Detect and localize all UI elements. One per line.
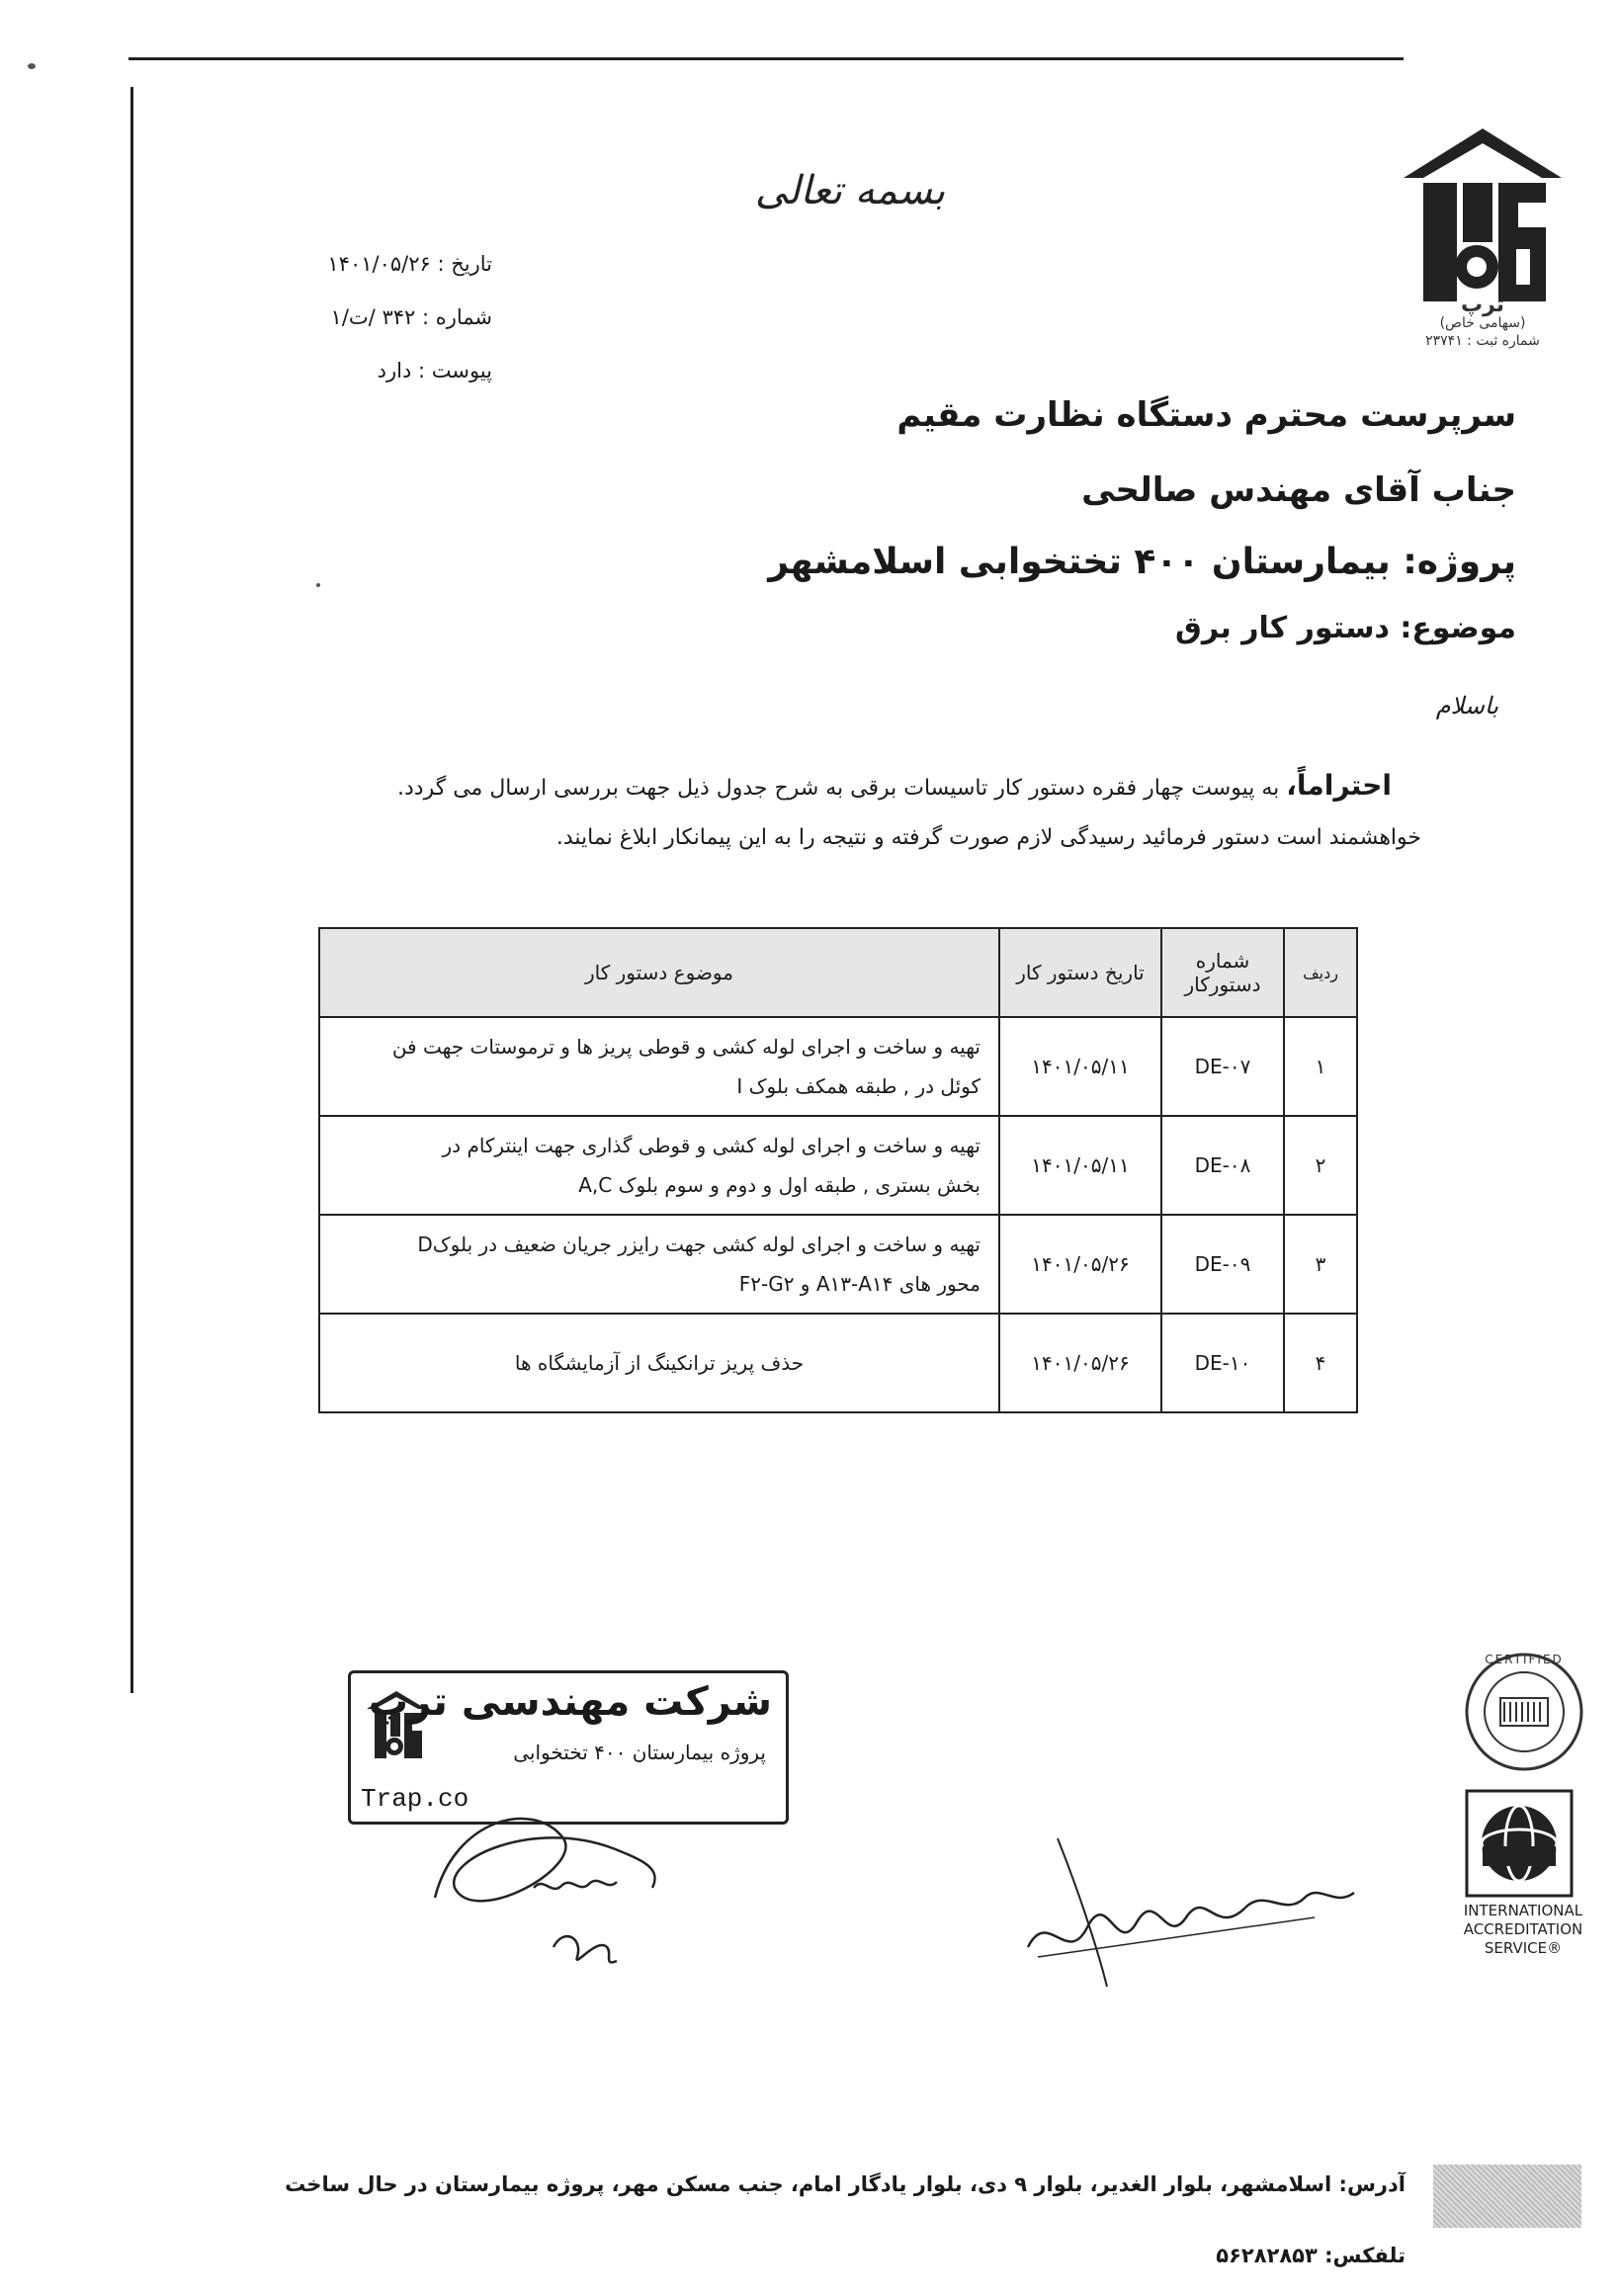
- row-index: ۴: [1284, 1314, 1357, 1412]
- row-index: ۳: [1284, 1215, 1357, 1314]
- table-header-row: [319, 928, 1357, 1017]
- header-date: تاریخ دستور کار: [999, 928, 1161, 1017]
- row-date: ۱۴۰۱/۰۵/۱۱: [999, 1116, 1161, 1215]
- row-number: DE-۱۰: [1161, 1314, 1284, 1412]
- subject-line: موضوع: دستور کار برق: [1175, 611, 1516, 645]
- stamp-project-line: پروژه بیمارستان ۴۰۰ تختخوابی: [513, 1741, 766, 1764]
- table-row: [319, 1314, 1357, 1412]
- body-line-1: [344, 761, 1392, 813]
- footer-graphic: [1433, 2165, 1581, 2228]
- row-date: ۱۴۰۱/۰۵/۲۶: [999, 1215, 1161, 1314]
- work-order-table: [318, 927, 1358, 1413]
- row-date: ۱۴۰۱/۰۵/۱۱: [999, 1017, 1161, 1116]
- row-subject: [319, 1017, 999, 1116]
- certified-seal-icon: [1463, 1651, 1585, 1773]
- supervisor-signature: [1018, 1828, 1374, 1997]
- addressee-name: جناب آقای مهندس صالحی: [1081, 470, 1516, 510]
- row-number: DE-۰۷: [1161, 1017, 1284, 1116]
- scan-speck: [28, 63, 36, 69]
- salutation: باسلام: [1435, 692, 1498, 720]
- stamp-website: Trap.co: [361, 1784, 469, 1814]
- body-paragraph: [344, 761, 1421, 863]
- row-subject-line-1: تهیه و ساخت و اجرای لوله کشی و قوطی گذاری جهت اینترکام در: [442, 1134, 980, 1157]
- project-line: پروژه: بیمارستان ۴۰۰ تختخوابی اسلامشهر: [768, 542, 1516, 582]
- addressee-title: سرپرست محترم دستگاه نظارت مقیم: [896, 395, 1516, 435]
- body-text-1: به پیوست چهار فقره دستور کار تاسیسات برقی به شرح جدول ذیل جهت بررسی ارسال می گردد.: [397, 776, 1287, 801]
- invocation: بسمه تعالی: [754, 168, 946, 213]
- logo-company-name: ترپ: [1460, 293, 1505, 317]
- header-number: شماره دستورکار: [1161, 928, 1284, 1017]
- row-date: ۱۴۰۱/۰۵/۲۶: [999, 1314, 1161, 1412]
- page-frame-top-border: [128, 57, 1404, 60]
- row-subject-line-2: کوئل در , طبقه همکف بلوک I: [736, 1074, 980, 1098]
- body-text-2: خواهشمند است دستور فرمائید رسیدگی لازم صورت گرفته و نتیجه را به این پیمانکار ابلاغ نمایند.: [555, 825, 1421, 850]
- row-subject: [319, 1215, 999, 1314]
- row-number: DE-۰۹: [1161, 1215, 1284, 1314]
- table-row: [319, 1116, 1357, 1215]
- logo-registration: شماره ثبت : ۲۳۷۴۱: [1425, 333, 1540, 349]
- row-subject-line-1: حذف پریز ترانکینگ از آزمایشگاه ها: [514, 1351, 805, 1375]
- certified-seal-label: CERTIFIED: [1485, 1653, 1564, 1666]
- row-subject-line-2: بخش بستری , طبقه اول و دوم و سوم بلوک A,C: [578, 1173, 980, 1197]
- row-subject-line-2: محور های A۱۳-A۱۴ و F۲-G۲: [738, 1272, 980, 1296]
- row-index: ۲: [1284, 1116, 1357, 1215]
- row-subject: [319, 1314, 999, 1412]
- footer-phone: تلفکس: ۵۶۲۸۲۸۵۳: [1216, 2244, 1406, 2267]
- page-frame-left-border: [130, 87, 133, 1693]
- letter-attachment: پیوست : دارد: [377, 359, 492, 383]
- body-lead: احتراماً،: [1286, 769, 1392, 802]
- footer-address: آدرس: اسلامشهر، بلوار الغدیر، بلوار ۹ دی، بلوار یادگار امام، جنب مسکن مهر، پروژه بیمارستان در حال ساخت: [285, 2172, 1406, 2196]
- ias-caption-line-2: ACCREDITATION: [1463, 1920, 1583, 1938]
- letter-meta: [235, 237, 492, 397]
- logo-caption: [1384, 293, 1581, 350]
- ias-logo-icon: [1465, 1789, 1574, 1898]
- logo-company-type: (سهامی خاص): [1439, 315, 1526, 331]
- letter-date: تاریخ : ۱۴۰۱/۰۵/۲۶: [327, 252, 492, 276]
- ias-caption-line-1: INTERNATIONAL: [1463, 1902, 1583, 1919]
- row-number: DE-۰۸: [1161, 1116, 1284, 1215]
- header-subject: موضوع دستور کار: [319, 928, 999, 1017]
- stamp-title: شرکت مهندسی ترپ: [368, 1679, 772, 1725]
- handwritten-signature: [415, 1779, 712, 2006]
- row-subject: [319, 1116, 999, 1215]
- scan-speck: [316, 583, 320, 587]
- ias-caption: [1449, 1902, 1597, 1958]
- ias-caption-line-3: SERVICE®: [1484, 1939, 1563, 1957]
- header-index: ردیف: [1284, 928, 1357, 1017]
- row-subject-line-1: تهیه و ساخت و اجرای لوله کشی و قوطی پریز ها و ترموستات جهت فن: [391, 1035, 980, 1059]
- letter-number: شماره : ۳۴۲ /ت/۱: [330, 305, 492, 329]
- table-row: [319, 1017, 1357, 1116]
- row-index: ۱: [1284, 1017, 1357, 1116]
- row-subject-line-1: تهیه و ساخت و اجرای لوله کشی جهت رایزر جریان ضعیف در بلوکD: [417, 1233, 980, 1256]
- table-row: [319, 1215, 1357, 1314]
